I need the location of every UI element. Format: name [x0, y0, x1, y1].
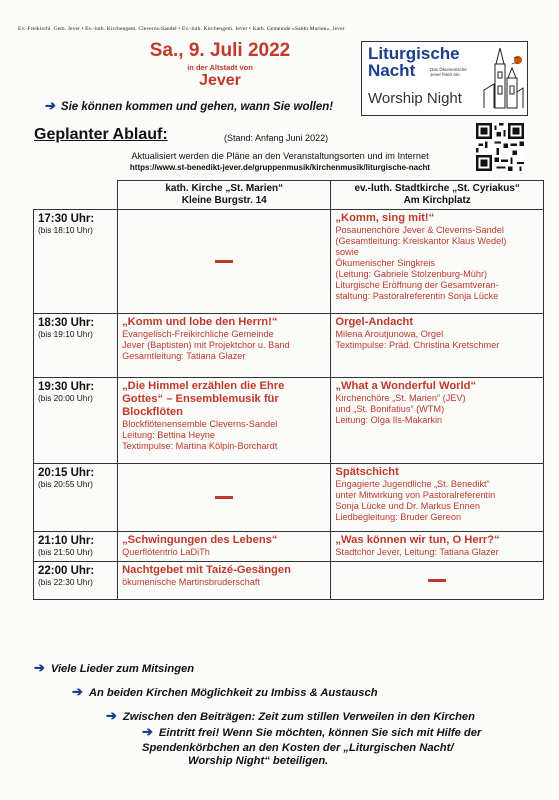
end-time: (bis 18:10 Uhr) [38, 225, 93, 235]
time-cell [34, 378, 118, 464]
event-detail: sowie [335, 247, 359, 257]
st-cyriakus-cell [331, 464, 544, 532]
bullet-last-line: Worship Night“ beteiligen. [188, 755, 329, 767]
event-title: Nachtgebet mit Taizé-Gesängen [122, 564, 291, 576]
event-detail: (Leitung: Gabriele Stolzenburg-Mühr) [335, 269, 488, 279]
st-marien-cell [118, 464, 331, 532]
event-detail: Textimpulse: Präd. Christina Kretschmer [335, 340, 500, 350]
partner-parishes: Ev.-Freikirchl. Gem. Jever • Ev.-luth. Kirchengem. Cleverns-Sandel • Ev.-luth. Kirchengem. Jever • Kath. Gemeinde »Sankt Marien«, Jever [18, 26, 345, 32]
start-time: 20:15 Uhr: [38, 467, 95, 479]
time-cell [34, 314, 118, 378]
bullet-text: Eintritt frei! Wenn Sie möchten, können Sie sich mit Hilfe der Spendenkörbchen an den Kosten der „Liturgischen Nacht/ [142, 727, 482, 754]
event-detail: Liedbegleitung: Bruder Gereon [335, 512, 462, 522]
event-detail: Blockflötenensemble Cleverns-Sandel [122, 419, 278, 429]
event-detail: Textimpulse: Martina Kölpin-Borchardt [122, 441, 278, 451]
time-cell [34, 210, 118, 314]
st-cyriakus-cell [331, 378, 544, 464]
schedule-body [34, 210, 544, 600]
qr-code [476, 123, 524, 171]
bullet-item [106, 708, 475, 724]
event-detail: Kirchenchöre „St. Marien“ (JEV) [335, 393, 466, 403]
st-marien-cell [118, 562, 331, 600]
arrow-right-icon: ➔ [142, 724, 153, 739]
bullet-text: Zwischen den Beiträgen: Zeit zum stillen Verweilen in den Kirchen [122, 711, 475, 723]
st-cyriakus-cell [331, 210, 544, 314]
event-title: „Komm, sing mit!“ [335, 212, 435, 224]
st-cyriakus-cell [331, 562, 544, 600]
event-detail: Querflötentrio LaDiTh [122, 547, 210, 557]
table-header-row [34, 181, 544, 210]
table-row [34, 562, 544, 600]
tagline [44, 98, 333, 114]
st-cyriakus-cell [331, 532, 544, 562]
arrow-right-icon: ➔ [106, 708, 117, 723]
church-icon [482, 44, 524, 112]
bullet-item [34, 660, 194, 676]
table-row [34, 210, 544, 314]
arrow-right-icon: ➔ [34, 660, 45, 675]
bullet-text: Viele Lieder zum Mitsingen [50, 663, 195, 675]
event-town: Jever [199, 72, 241, 89]
event-title: „Die Himmel erzählen die Ehre Gottes“ – Ensemblemusik für Blockflöten [122, 380, 285, 418]
bullet-text: An beiden Kirchen Möglichkeit zu Imbiss & Austausch [88, 687, 378, 699]
event-detail: ökumenische Martinsbruderschaft [122, 577, 260, 587]
logo-title-line1: Liturgische [368, 44, 460, 63]
event-detail: (Gesamtleitung: Kreiskantor Klaus Wedel) [335, 236, 507, 246]
column-header-st-cyriakus [331, 181, 544, 210]
logo-small-line1: Das Ökumenische [430, 67, 467, 72]
time-cell [34, 532, 118, 562]
start-time: 17:30 Uhr: [38, 213, 95, 225]
time-cell [34, 464, 118, 532]
plan-title: Geplanter Ablauf: [34, 126, 168, 143]
update-url[interactable]: https://www.st-benedikt-jever.de/gruppenmusik/kirchenmusik/liturgische-nacht [129, 163, 431, 172]
start-time: 21:10 Uhr: [38, 535, 95, 547]
event-detail: Engagierte Jugendliche „St. Benedikt“ [335, 479, 490, 489]
end-time: (bis 21:50 Uhr) [38, 547, 93, 557]
event-detail: Milena Aroutjunowa, Orgel [335, 329, 444, 339]
event-detail: Evangelisch-Freikirchliche Gemeinde [122, 329, 274, 339]
event-detail: Posaunenchöre Jever & Cleverns-Sandel [335, 225, 504, 235]
logo-small-text [430, 67, 467, 77]
event-subline: in der Altstadt von [187, 63, 253, 72]
column-header-line2: Am Kirchplatz [403, 195, 471, 206]
event-detail: staltung: Pastoralreferentin Sonja Lücke [335, 291, 499, 301]
plan-status: (Stand: Anfang Juni 2022) [224, 133, 329, 143]
schedule-table [33, 180, 544, 600]
start-time: 19:30 Uhr: [38, 381, 95, 393]
event-header [100, 40, 340, 90]
st-marien-cell [118, 378, 331, 464]
logo-title-line2: Nacht [368, 61, 416, 80]
tagline-text: Sie können kommen und gehen, wann Sie wollen! [60, 101, 334, 113]
event-detail: Ökumenischer Singkreis [335, 258, 435, 268]
column-header-st-marien [118, 181, 331, 210]
event-detail: Gesamtleitung: Tatiana Glazer [122, 351, 246, 361]
event-detail: Leitung: Bettina Heyne [122, 430, 216, 440]
table-row [34, 464, 544, 532]
st-marien-cell [118, 532, 331, 562]
st-cyriakus-cell [331, 314, 544, 378]
event-detail: Leitung: Olga Ils-Makarkin [335, 415, 443, 425]
event-detail: Jever (Baptisten) mit Projektchor u. Band [122, 340, 290, 350]
bullet-item [72, 684, 378, 700]
st-marien-cell [118, 210, 331, 314]
column-header-line2: Kleine Burgstr. 14 [181, 195, 267, 206]
time-cell [34, 562, 118, 600]
bullet-item [142, 724, 542, 756]
column-header-line1: ev.-luth. Stadtkirche „St. Cyriakus“ [354, 183, 520, 194]
start-time: 22:00 Uhr: [38, 565, 95, 577]
event-detail: Sonja Lücke und Dr. Markus Ennen [335, 501, 480, 511]
logo-small-line2: Jever feiert ein. [430, 72, 461, 77]
table-row [34, 378, 544, 464]
event-title: „What a Wonderful World“ [335, 380, 477, 392]
end-time: (bis 20:00 Uhr) [38, 393, 93, 403]
event-title: „Komm und lobe den Herrn!“ [122, 316, 278, 328]
event-date: Sa., 9. Juli 2022 [149, 40, 291, 61]
update-text: Aktualisiert werden die Pläne an den Veranstaltungsorten und im Internet [131, 151, 429, 161]
event-title: „Was können wir tun, O Herr?“ [335, 534, 500, 546]
column-header-line1: kath. Kirche „St. Marien“ [165, 183, 284, 194]
table-row [34, 314, 544, 378]
logo-subtitle: Worship Night [368, 90, 462, 107]
event-title: Orgel-Andacht [335, 316, 414, 328]
event-title: Spätschicht [335, 466, 399, 478]
no-event-dash [428, 579, 446, 582]
event-logo [361, 41, 528, 116]
event-detail: unter Mitwirkung von Pastoralreferentin [335, 490, 496, 500]
no-event-dash [215, 496, 233, 499]
header-empty-cell [34, 181, 118, 210]
end-time: (bis 20:55 Uhr) [38, 479, 93, 489]
end-time: (bis 22:30 Uhr) [38, 577, 93, 587]
table-row [34, 532, 544, 562]
arrow-right-icon: ➔ [44, 98, 55, 113]
start-time: 18:30 Uhr: [38, 317, 95, 329]
st-marien-cell [118, 314, 331, 378]
event-detail: Stadtchor Jever, Leitung: Tatiana Glazer [335, 547, 499, 557]
event-detail: Liturgische Eröffnung der Gesamtveran- [335, 280, 499, 290]
no-event-dash [215, 260, 233, 263]
arrow-right-icon: ➔ [72, 684, 83, 699]
end-time: (bis 19:10 Uhr) [38, 329, 93, 339]
event-detail: und „St. Bonifatius“ (WTM) [335, 404, 445, 414]
update-note [100, 151, 460, 173]
event-title: „Schwingungen des Lebens“ [122, 534, 278, 546]
